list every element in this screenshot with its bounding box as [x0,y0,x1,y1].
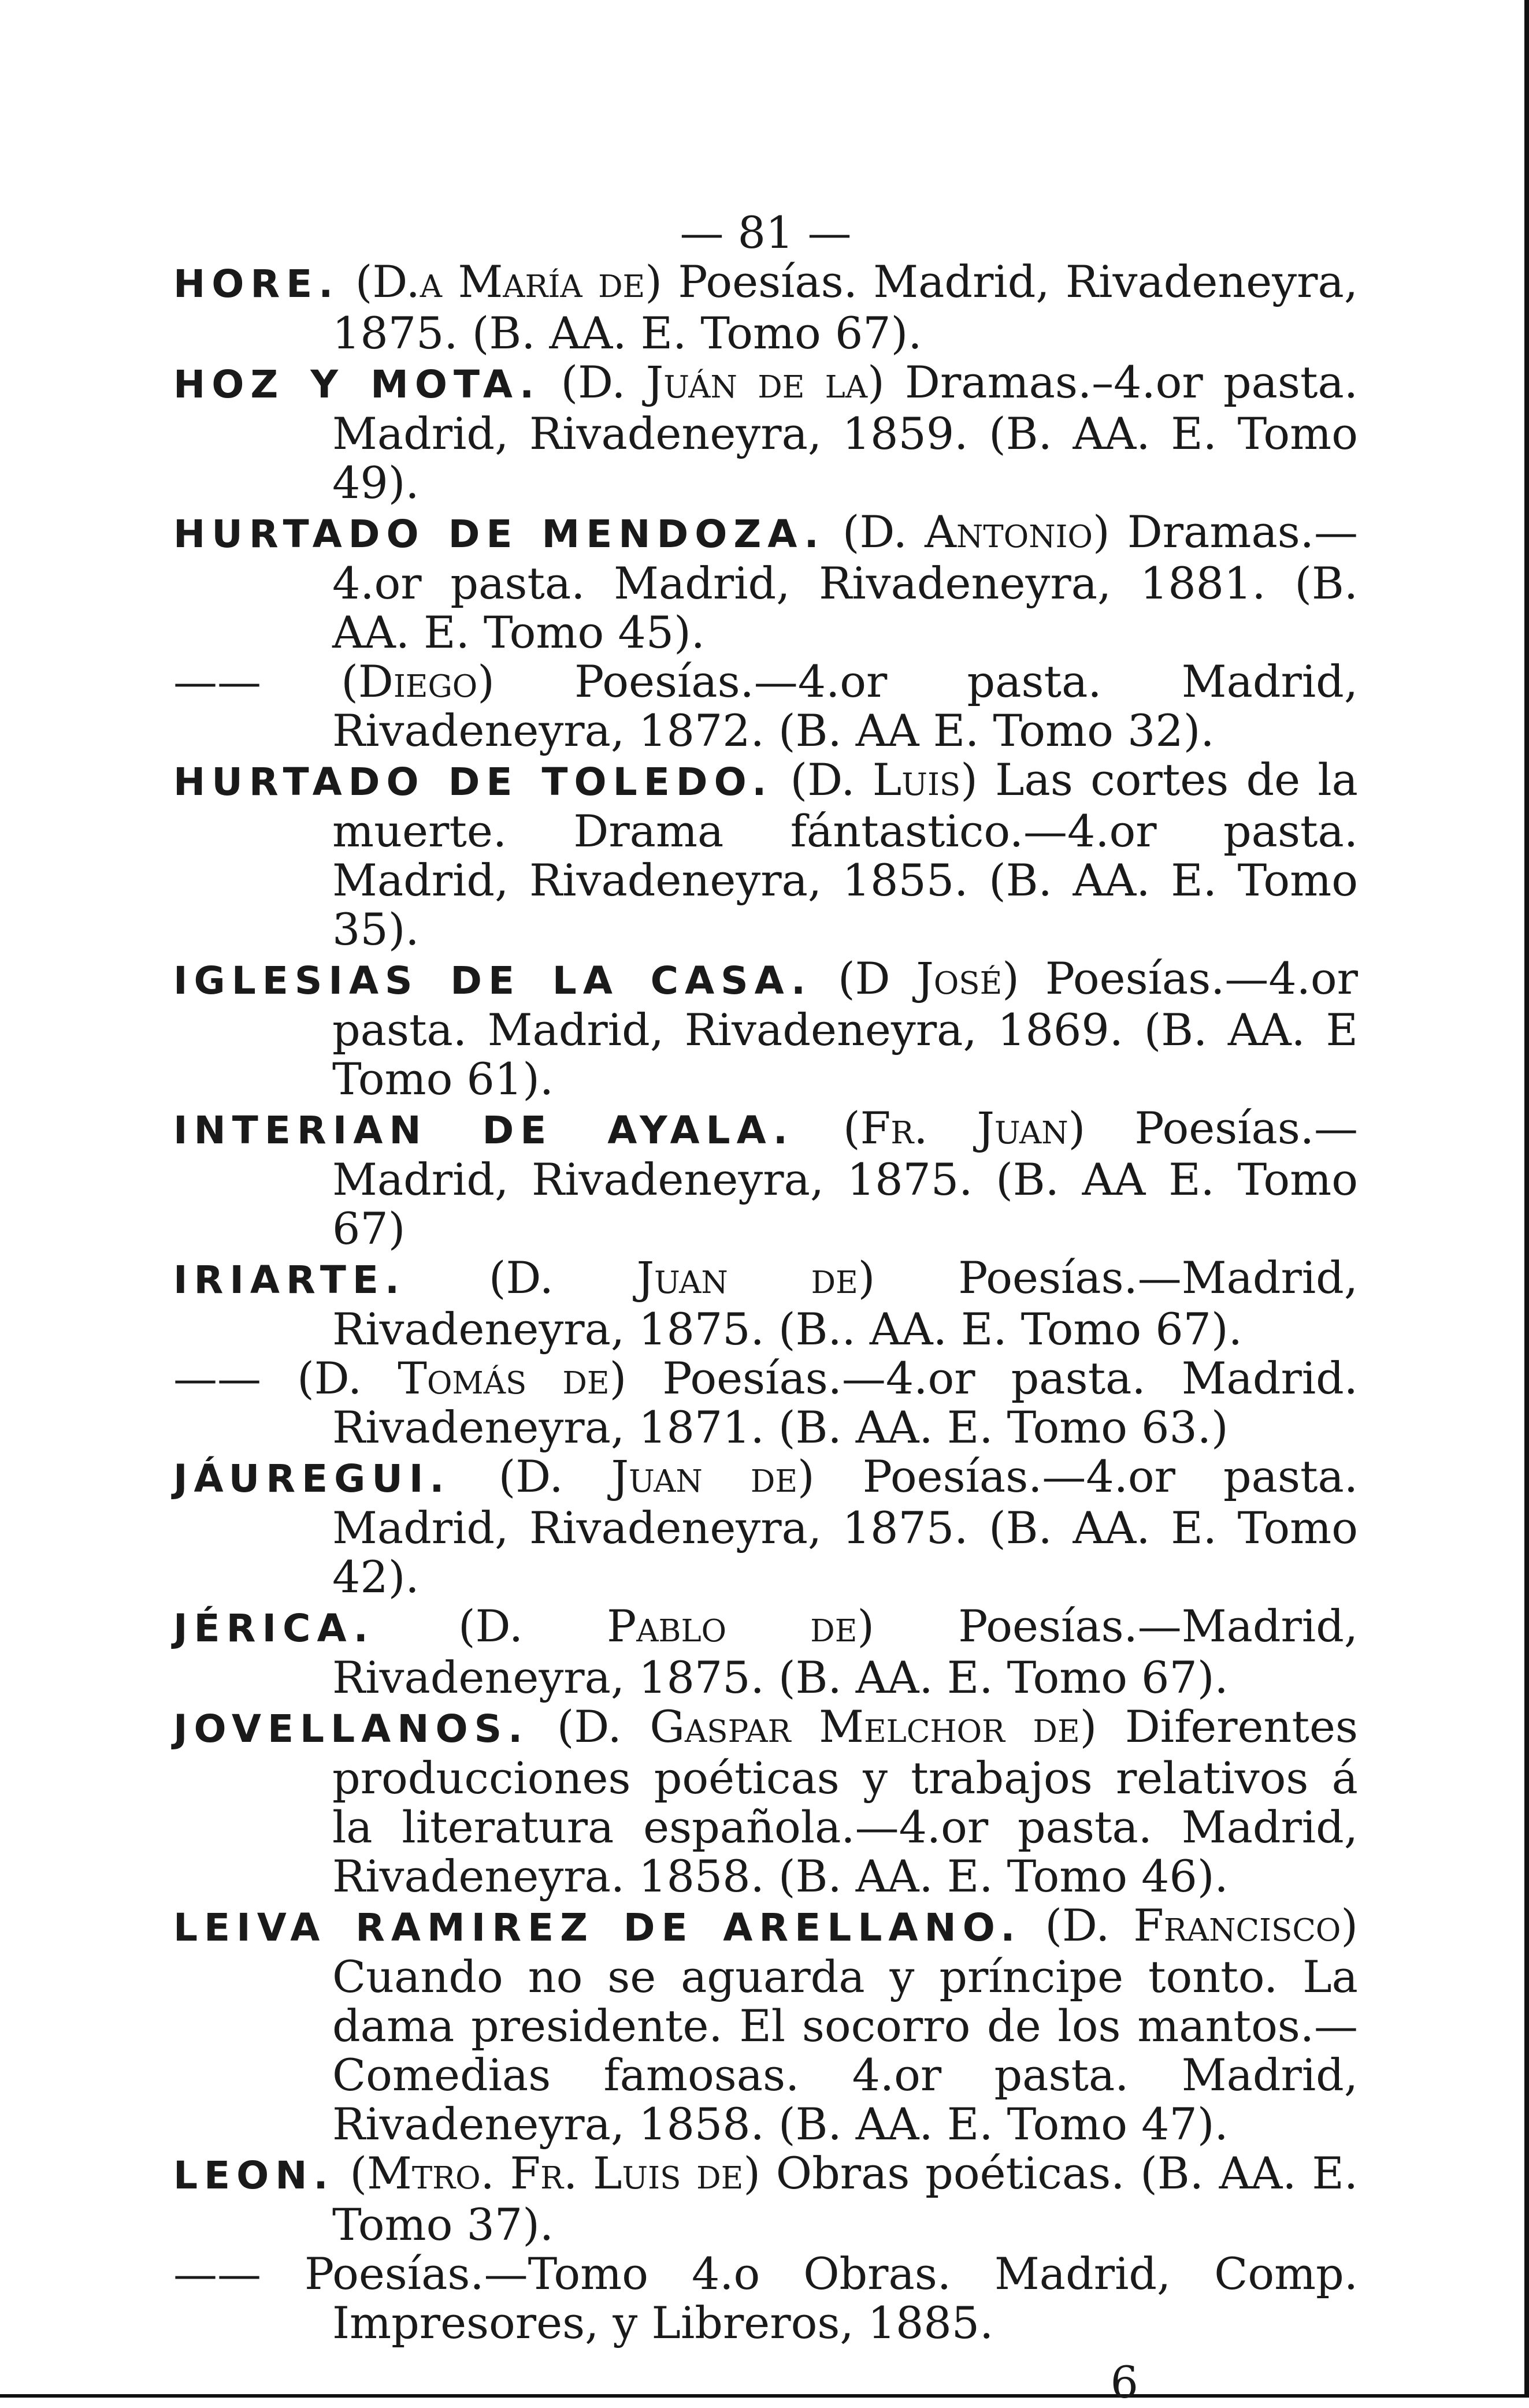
entry-iriarte-tomas [173,1354,1358,1452]
entry-author: (D José) [837,953,1019,1004]
entry-author: (D. Luis) [790,754,978,805]
entry-author: (Mtro. Fr. Luis de) [350,2147,761,2199]
printer-signature: 6 [1110,2357,1138,2408]
page-number: — 81 — [680,207,852,258]
entry-dash: —— [173,2248,261,2299]
entry-hurtado-de-toledo [173,755,1358,954]
entry-text: Poesías.—4.or pasta. Madrid, Rivadeneyra, 1872. (B. AA E. Tomo 32). [332,656,1358,756]
entry-text: Cuando no se aguarda y príncipe tonto. La dama presidente. El socorro de los mantos.—Comedias famosas. 4.or pasta. Madrid, Rivadeneyra, 1858. (B. AA. E. Tomo 47). [332,1951,1358,2150]
entry-text: Poesías. Madrid, Rivadeneyra, 1875. (B. AA. E. Tomo 67). [332,256,1358,359]
entry-hurtado-diego [173,657,1358,755]
entry-author: (Diego) [341,656,495,707]
entry-text: Poesías.—4.or pasta. Madrid. Rivadeneyra, 1871. (B. AA. E. Tomo 63.) [332,1352,1358,1453]
entry-head: HURTADO DE TOLEDO. [173,760,773,804]
entry-leon [173,2149,1358,2249]
entry-text: Poesías.—Madrid, Rivadeneyra, 1875. (B.. AA. E. Tomo 67). [332,1252,1358,1355]
entry-text: Poesías.—Madrid, Rivadeneyra, 1875. (B. AA. E. Tomo 67). [332,1600,1358,1703]
entry-text: Poesías.—Madrid, Rivadeneyra, 1875. (B. AA E. Tomo 67) [332,1102,1358,1254]
entry-jovellanos [173,1702,1358,1901]
book-page [173,208,1358,2407]
entry-leiva-ramirez-de-arellano [173,1901,1358,2149]
entry-text: Poesías.—Tomo 4.o Obras. Madrid, Comp. Impresores, y Libreros, 1885. [305,2248,1358,2348]
entry-author: (D. Juan de) [498,1451,815,1502]
entry-head: IGLESIAS DE LA CASA. [173,958,812,1003]
entry-hoz-y-mota [173,358,1358,507]
entry-hore [173,257,1358,358]
entry-dash: —— [173,656,261,707]
entry-jauregui [173,1452,1358,1601]
entry-author: (D. Antonio) [842,506,1110,558]
entry-author: (D. Pablo de) [458,1600,875,1652]
entry-head: LEIVA RAMIREZ DE ARELLANO. [173,1905,1022,1950]
entry-head: JÉRICA. [173,1606,374,1651]
entry-author: (D. Francisco) [1045,1900,1358,1951]
entry-text: Poesías.—4.or pasta. Madrid, Rivadeneyra, 1869. (B. AA. E Tomo 61). [332,953,1358,1105]
entry-iriarte [173,1253,1358,1354]
entry-author: (D. Juán de la) [561,356,885,408]
entry-text: Dramas.–4.or pasta. Madrid, Rivadeneyra, 1859. (B. AA. E. Tomo 49). [332,356,1358,508]
entry-head: INTERIAN DE AYALA. [173,1108,794,1153]
entry-head: HURTADO DE MENDOZA. [173,512,825,556]
entry-author: (D. Gaspar Melchor de) [556,1701,1097,1752]
entry-text: Poesías.—4.or pasta. Madrid, Rivadeneyra, 1875. (B. AA. E. Tomo 42). [332,1451,1358,1603]
entry-head: JÁUREGUI. [173,1456,451,1501]
entry-author: (D. Juan de) [488,1252,875,1303]
entry-head: HORE. [173,262,340,306]
entry-head: JOVELLANOS. [173,1707,529,1751]
entry-text: Dramas.—4.or pasta. Madrid, Rivadeneyra, 1881. (B. AA. E. Tomo 45). [332,506,1358,658]
entry-head: HOZ Y MOTA. [173,362,541,407]
entry-author: (D. Tomás de) [297,1352,627,1404]
entry-interian-de-ayala [173,1103,1358,1253]
entry-text: Diferentes producciones poéticas y trabajos relativos á la literatura española.—4.or pasta. Madrid, Rivadeneyra. 1858. (B. AA. E. Tomo 46). [332,1701,1358,1902]
entry-hurtado-de-mendoza [173,507,1358,657]
entry-author: (D.a María de) [355,256,662,307]
entry-iglesias-de-la-casa [173,954,1358,1103]
entry-text: Las cortes de la muerte. Drama fántastico.—4.or pasta. Madrid, Rivadeneyra, 1855. (B. AA. E. Tomo 35). [332,754,1358,955]
entry-text: Obras poéticas. (B. AA. E. Tomo 37). [332,2147,1358,2250]
entry-leon-poesias [173,2249,1358,2347]
entry-head: IRIARTE. [173,1258,406,1302]
entry-author: (Fr. Juan) [843,1102,1086,1154]
entry-jerica [173,1601,1358,1702]
entry-dash: —— [173,1352,261,1404]
entry-head: LEON. [173,2153,335,2198]
